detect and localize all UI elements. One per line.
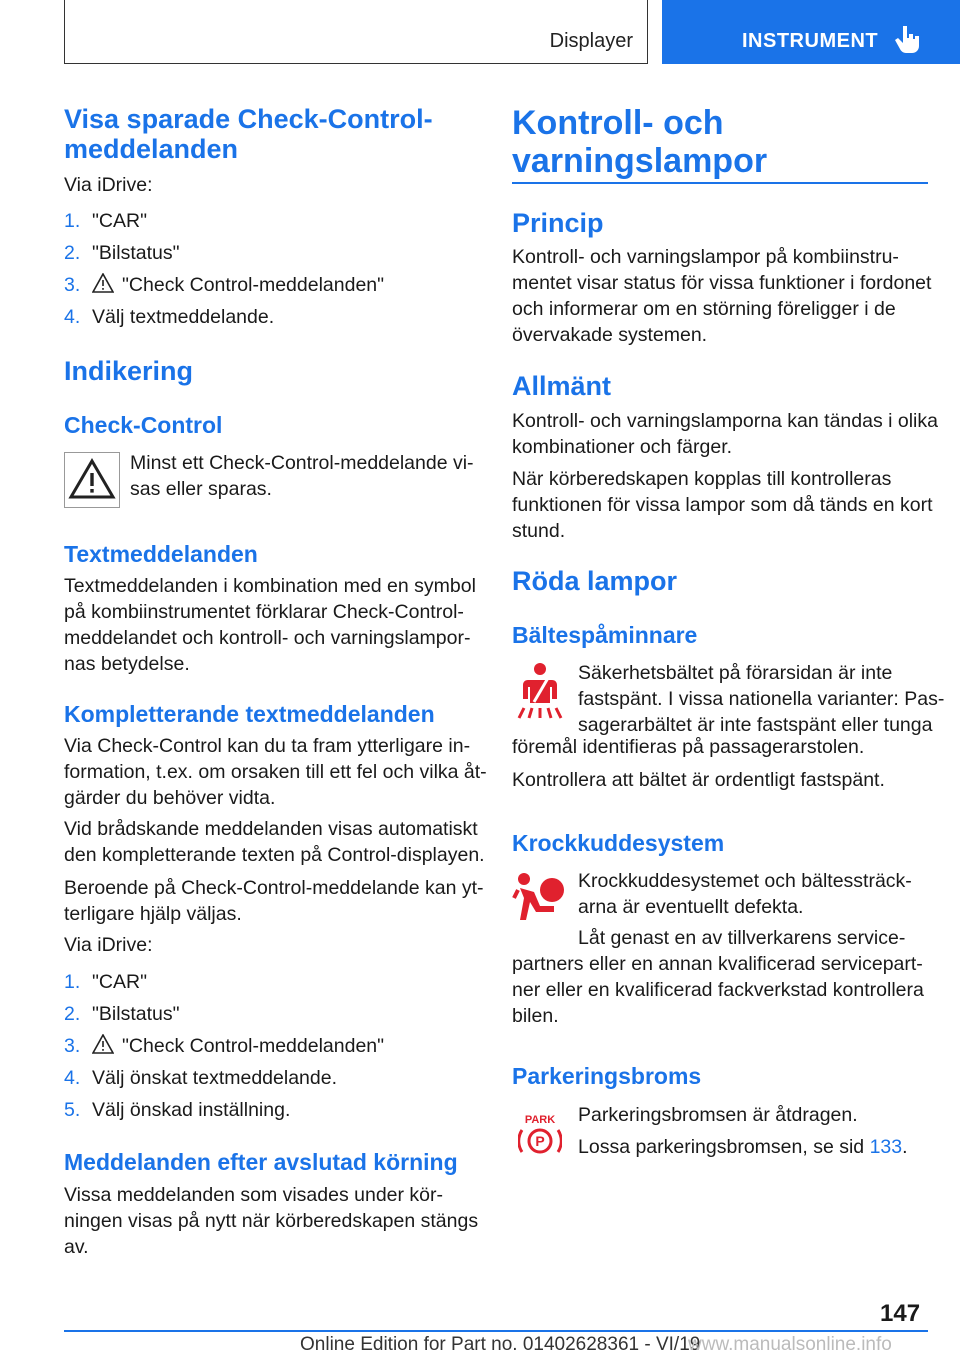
heading-check-control: Check-Control	[64, 412, 223, 438]
kompletterande-paragraph-1: Via Check-Control kan du ta fram ytterligare in- formation, t.ex. om orsaken till ett fel och vilka åt- gärder du behöver vidta.	[64, 735, 487, 809]
list-item: 3. "Check Control-meddelanden"	[64, 274, 385, 296]
allmant-paragraph-2: När körberedskapen kopplas till kontrolleras funktionen för vissa lampor som då tänds en kort stund.	[512, 468, 933, 542]
warning-icon	[92, 273, 114, 293]
heading-parkeringsbroms: Parkeringsbroms	[512, 1063, 702, 1089]
list-item: 3. "Check Control-meddelanden"	[64, 1035, 385, 1057]
list-item: 4. Välj textmeddelande.	[64, 306, 275, 328]
krockkudde-text-2: Låt genast en av tillverkarens service-	[578, 927, 906, 949]
footer-divider	[64, 1330, 928, 1332]
baltespaminnare-text: Säkerhetsbältet på förarsidan är inte fastspänt. I vissa nationella varianter: Pas- sagerarbältet är inte fastspänt eller tunga	[578, 662, 945, 736]
heading-baltespaminnare: Bältespåminnare	[512, 622, 698, 648]
list-item: 1. "CAR"	[64, 210, 148, 232]
svg-text:PARK: PARK	[524, 1114, 556, 1126]
kompletterande-paragraph-3: Beroende på Check-Control-meddelande kan yt- terligare hjälp väljas.	[64, 877, 484, 925]
heading-efter-korning: Meddelanden efter avslutad körning	[64, 1149, 458, 1175]
heading-allmant: Allmänt	[512, 371, 612, 401]
heading-indikering: Indikering	[64, 356, 194, 386]
check-control-warning-icon	[64, 452, 120, 508]
via-idrive-1: Via iDrive:	[64, 174, 153, 196]
parking-brake-icon	[518, 1112, 562, 1156]
page-title-right: Kontroll- och varningslampor	[512, 104, 768, 180]
princip-paragraph: Kontroll- och varningslampor på kombiinstru- mentet visar status för vissa funktioner i fordonet och informerar om en störning föreligger i de övervakade systemen.	[512, 246, 932, 346]
textmeddelanden-paragraph: Textmeddelanden i kombination med en symbol på kombiinstrumentet förklarar Check-Control- meddelandet och kontroll- och varningslampor- nas betydelse.	[64, 575, 476, 675]
list-item: 2. "Bilstatus"	[64, 242, 180, 264]
list-item: 1. "CAR"	[64, 971, 148, 993]
page-title-left: Visa sparade Check-Control- meddelanden	[64, 104, 433, 164]
page-link[interactable]: 133	[869, 1136, 903, 1158]
parkeringsbroms-text-1: Parkeringsbromsen är åtdragen.	[578, 1104, 858, 1126]
list-item: 4. Välj önskat textmeddelande.	[64, 1067, 337, 1089]
baltespaminnare-text-cont: föremål identifieras på passagerarstolen.	[512, 736, 865, 758]
chapter-label: INSTRUMENT	[742, 30, 879, 52]
check-control-text: Minst ett Check-Control-meddelande vi- sas eller sparas.	[130, 452, 474, 500]
section-tab	[64, 0, 648, 64]
footer-watermark: www.manualsonline.info	[688, 1334, 892, 1355]
parkeringsbroms-text-2: Lossa parkeringsbromsen, se sid 133.	[578, 1136, 908, 1158]
heading-roda-lampor: Röda lampor	[512, 566, 678, 596]
heading-princip: Princip	[512, 208, 604, 238]
krockkudde-text-1: Krockkuddesystemet och bältessträck- arna är eventuellt defekta.	[578, 870, 912, 918]
page-number: 147	[880, 1300, 921, 1327]
heading-krockkuddesystem: Krockkuddesystem	[512, 830, 725, 856]
baltespaminnare-action: Kontrollera att bältet är ordentligt fastspänt.	[512, 769, 885, 791]
hand-pointer-icon	[894, 24, 922, 54]
allmant-paragraph-1: Kontroll- och varningslamporna kan tändas i olika kombinationer och färger.	[512, 410, 938, 458]
list-item: 5. Välj önskad inställning.	[64, 1099, 291, 1121]
via-idrive-2: Via iDrive:	[64, 934, 153, 956]
heading-kompletterande: Kompletterande textmeddelanden	[64, 701, 435, 727]
footer-edition: Online Edition for Part no. 01402628361 - VI/19	[300, 1334, 701, 1355]
efter-korning-paragraph: Vissa meddelanden som visades under kör- ningen visas på nytt när körberedskapen stängs av.	[64, 1184, 479, 1258]
krockkudde-text-2-cont: partners eller en annan kvalificerad servicepart- ner eller en kvalificerad fackverkstad kontrollera bilen.	[512, 953, 924, 1027]
svg-text:P: P	[535, 1133, 545, 1149]
section-label: Displayer	[549, 30, 633, 52]
title-divider	[512, 182, 928, 184]
heading-textmeddelanden: Textmeddelanden	[64, 541, 258, 567]
kompletterande-paragraph-2: Vid brådskande meddelanden visas automatiskt den kompletterande texten på Control-displayen.	[64, 818, 485, 866]
chapter-tab	[662, 0, 960, 64]
step-list-2	[64, 969, 384, 1129]
seatbelt-warning-icon	[514, 662, 566, 722]
list-item: 2. "Bilstatus"	[64, 1003, 180, 1025]
airbag-warning-icon	[512, 870, 570, 926]
step-list-1	[64, 208, 384, 336]
warning-icon	[92, 1034, 114, 1054]
